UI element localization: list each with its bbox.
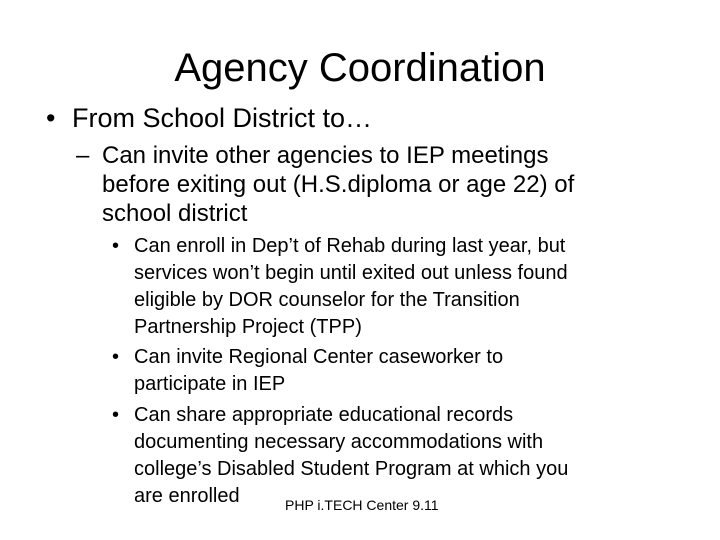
text-line: are enrolled (134, 485, 240, 507)
bullet-icon: • (112, 346, 120, 368)
bullet-icon: • (112, 404, 120, 426)
text-line: Can enroll in Dep’t of Rehab during last year, but (134, 235, 566, 257)
text-line: Can share appropriate educational records (134, 404, 514, 426)
text-line: documenting necessary accommodations with (134, 431, 544, 453)
bullet-level-3-text (134, 344, 674, 398)
bullet-level-2-text (102, 141, 642, 228)
bullet-level-3-text (134, 402, 674, 510)
text-line: participate in IEP (134, 373, 286, 395)
bullet-level-1-text: From School District to… (72, 103, 373, 133)
dash-icon: – (76, 142, 90, 169)
text-line: Can invite Regional Center caseworker to (134, 346, 504, 368)
slide-footer: PHP i.TECH Center 9.11 (285, 497, 439, 513)
text-line: Can invite other agencies to IEP meetings (102, 142, 549, 169)
text-line: Partnership Project (TPP) (134, 316, 362, 338)
text-line: services won’t begin until exited out unless found (134, 262, 568, 284)
text-line: school district (102, 200, 248, 227)
text-line: before exiting out (H.S.diploma or age 22) of (102, 171, 575, 198)
bullet-level-3-text (134, 233, 674, 341)
bullet-icon: • (112, 235, 120, 257)
slide-title: Agency Coordination (174, 46, 546, 90)
text-line: eligible by DOR counselor for the Transition (134, 289, 520, 311)
bullet-icon: • (46, 103, 56, 133)
text-line: college’s Disabled Student Program at which you (134, 458, 569, 480)
